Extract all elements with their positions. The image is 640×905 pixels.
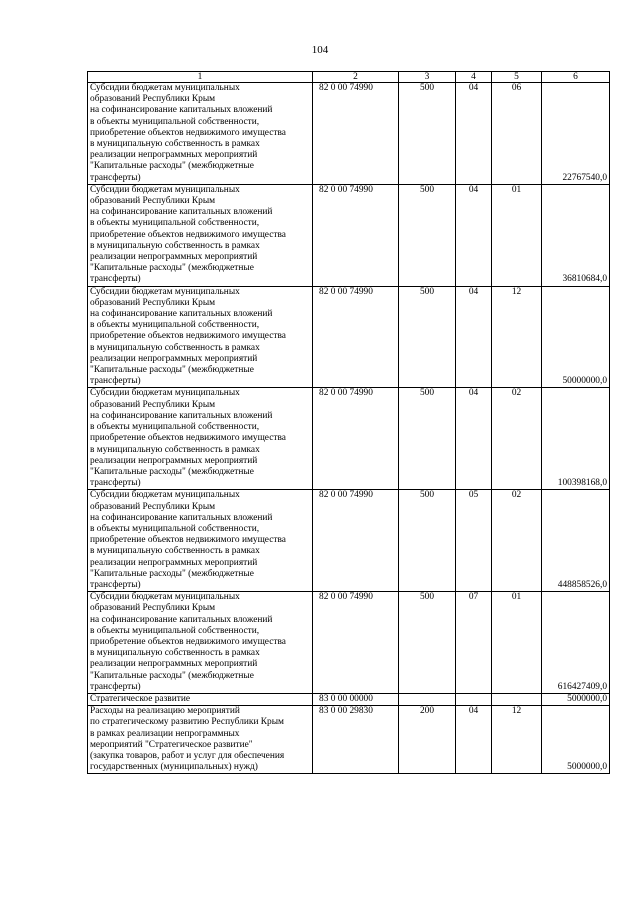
column-header: 5 — [492, 72, 542, 83]
column-header: 1 — [88, 72, 313, 83]
row-description: Субсидии бюджетам муниципальных образований Республики Крым на софинансирование капитальных вложений в объекты муниципальной собственности, приобретение объектов недвижимого имущества в муниципальную собственность в рамках реализации непрограммных мероприятий "Капитальные расходы" (межбюджетные трансферты) — [88, 83, 313, 185]
row-expense-type: 500 — [399, 83, 456, 185]
row-section: 07 — [456, 592, 492, 694]
row-section — [456, 693, 492, 705]
column-header: 6 — [542, 72, 610, 83]
row-code: 83 0 00 00000 — [313, 693, 399, 705]
column-header: 4 — [456, 72, 492, 83]
column-header: 3 — [399, 72, 456, 83]
row-description: Расходы на реализацию мероприятий по стратегическому развитию Республики Крым в рамках реализации непрограммных мероприятий "Стратегическое развитие" (закупка товаров, работ и услуг для обеспечения государственных (муниципальных) нужд) — [88, 706, 313, 774]
table-row — [88, 693, 610, 705]
table-row — [88, 706, 610, 774]
row-amount: 50000000,0 — [542, 286, 610, 388]
table-row — [88, 388, 610, 490]
row-code: 82 0 00 74990 — [313, 83, 399, 185]
row-section: 04 — [456, 706, 492, 774]
row-subsection: 01 — [492, 184, 542, 286]
row-description: Субсидии бюджетам муниципальных образований Республики Крым на софинансирование капитальных вложений в объекты муниципальной собственности, приобретение объектов недвижимого имущества в муниципальную собственность в рамках реализации непрограммных мероприятий "Капитальные расходы" (межбюджетные трансферты) — [88, 490, 313, 592]
row-description: Субсидии бюджетам муниципальных образований Республики Крым на софинансирование капитальных вложений в объекты муниципальной собственности, приобретение объектов недвижимого имущества в муниципальную собственность в рамках реализации непрограммных мероприятий "Капитальные расходы" (межбюджетные трансферты) — [88, 286, 313, 388]
column-number-row — [88, 72, 610, 83]
table-row — [88, 286, 610, 388]
row-description: Стратегическое развитие — [88, 693, 313, 705]
row-subsection: 01 — [492, 592, 542, 694]
table-row — [88, 490, 610, 592]
row-code: 82 0 00 74990 — [313, 286, 399, 388]
row-subsection: 06 — [492, 83, 542, 185]
row-amount: 448858526,0 — [542, 490, 610, 592]
row-expense-type: 200 — [399, 706, 456, 774]
row-description: Субсидии бюджетам муниципальных образований Республики Крым на софинансирование капитальных вложений в объекты муниципальной собственности, приобретение объектов недвижимого имущества в муниципальную собственность в рамках реализации непрограммных мероприятий "Капитальные расходы" (межбюджетные трансферты) — [88, 592, 313, 694]
row-amount: 616427409,0 — [542, 592, 610, 694]
row-amount: 22767540,0 — [542, 83, 610, 185]
row-subsection: 12 — [492, 286, 542, 388]
row-amount: 36810684,0 — [542, 184, 610, 286]
row-section: 04 — [456, 184, 492, 286]
row-expense-type: 500 — [399, 388, 456, 490]
page-number: 104 — [311, 44, 329, 56]
row-section: 04 — [456, 388, 492, 490]
row-code: 82 0 00 74990 — [313, 490, 399, 592]
row-expense-type: 500 — [399, 286, 456, 388]
row-amount: 5000000,0 — [542, 706, 610, 774]
row-expense-type: 500 — [399, 592, 456, 694]
row-subsection: 12 — [492, 706, 542, 774]
row-subsection: 02 — [492, 490, 542, 592]
row-amount: 5000000,0 — [542, 693, 610, 705]
row-amount: 100398168,0 — [542, 388, 610, 490]
budget-table — [87, 71, 610, 774]
row-section: 04 — [456, 286, 492, 388]
row-description: Субсидии бюджетам муниципальных образований Республики Крым на софинансирование капитальных вложений в объекты муниципальной собственности, приобретение объектов недвижимого имущества в муниципальную собственность в рамках реализации непрограммных мероприятий "Капитальные расходы" (межбюджетные трансферты) — [88, 184, 313, 286]
row-subsection — [492, 693, 542, 705]
table-row — [88, 184, 610, 286]
table-row — [88, 592, 610, 694]
column-header: 2 — [313, 72, 399, 83]
row-code: 83 0 00 29830 — [313, 706, 399, 774]
row-expense-type: 500 — [399, 184, 456, 286]
row-subsection: 02 — [492, 388, 542, 490]
row-section: 04 — [456, 83, 492, 185]
table-row — [88, 83, 610, 185]
row-code: 82 0 00 74990 — [313, 592, 399, 694]
row-code: 82 0 00 74990 — [313, 388, 399, 490]
row-expense-type: 500 — [399, 490, 456, 592]
row-description: Субсидии бюджетам муниципальных образований Республики Крым на софинансирование капитальных вложений в объекты муниципальной собственности, приобретение объектов недвижимого имущества в муниципальную собственность в рамках реализации непрограммных мероприятий "Капитальные расходы" (межбюджетные трансферты) — [88, 388, 313, 490]
row-section: 05 — [456, 490, 492, 592]
row-code: 82 0 00 74990 — [313, 184, 399, 286]
row-expense-type — [399, 693, 456, 705]
